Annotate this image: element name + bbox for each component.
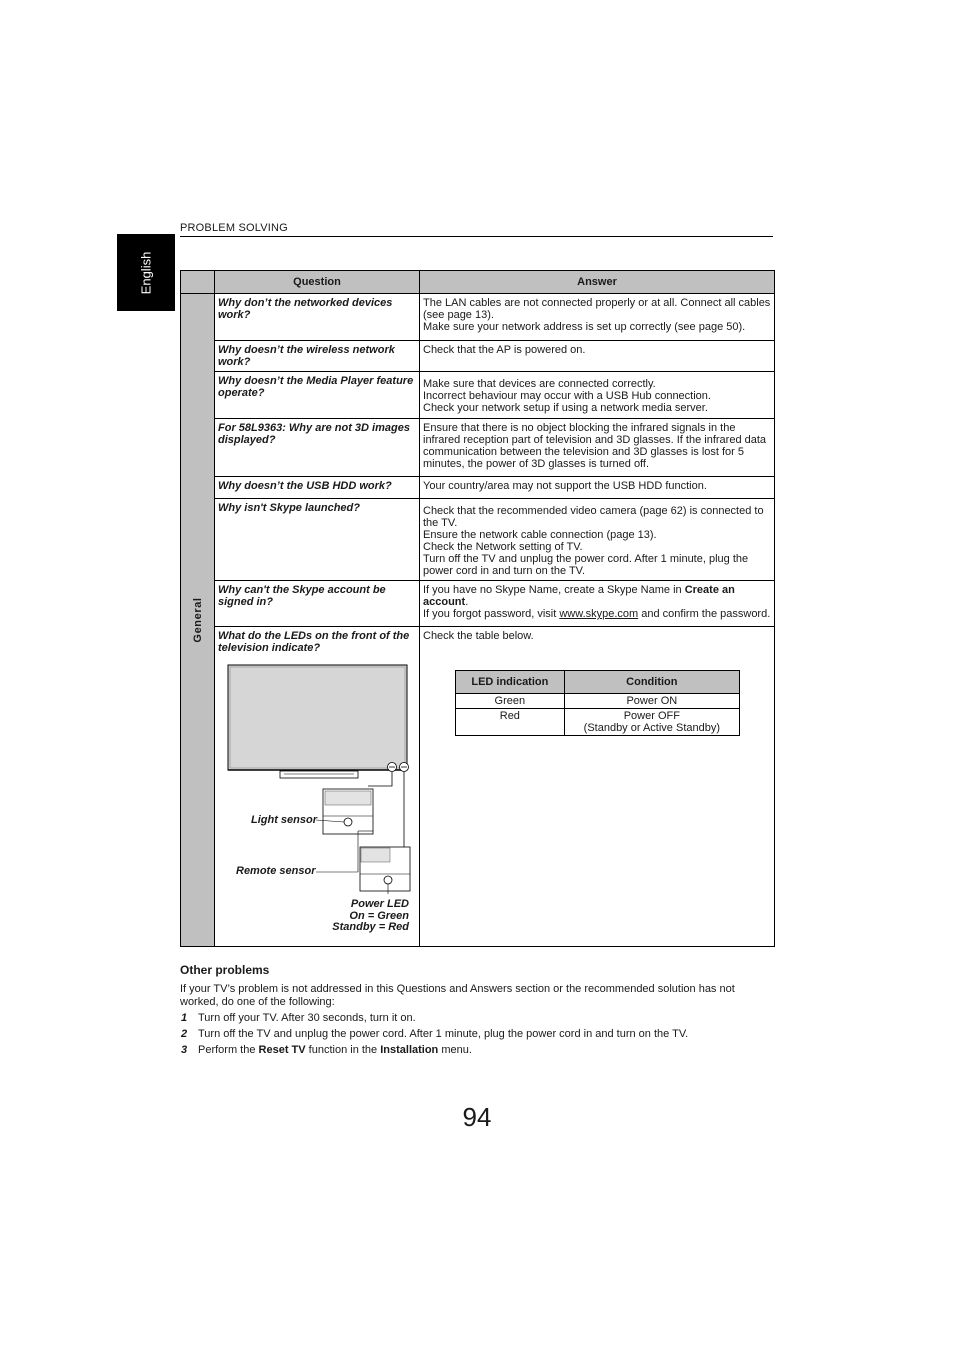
led-header-condition: Condition [564, 671, 739, 694]
answer-text: . [465, 596, 469, 608]
standby-red-text: Standby = Red [332, 921, 409, 933]
question-cell: Why don’t the networked devices work? [215, 294, 420, 341]
answer-line: Your country/area may not support the USB HDD function. [423, 480, 707, 492]
question-cell: Why doesn’t the Media Player feature operate? [215, 372, 420, 419]
answer-text: If you forgot password, visit [423, 608, 560, 620]
led-header-indication: LED indication [456, 671, 565, 694]
language-tab [117, 234, 175, 311]
page-number: 94 [462, 1102, 492, 1132]
list-item [180, 1028, 774, 1041]
tv-led-diagram [218, 654, 421, 939]
question-cell [215, 627, 420, 947]
other-problems-title: Other problems [180, 963, 270, 977]
answer-line: Incorrect behaviour may occur with a USB Hub connection. [423, 390, 711, 402]
step-text: Perform the [198, 1044, 259, 1056]
question-cell: Why doesn’t the wireless network work? [215, 341, 420, 372]
step-number: 1 [181, 1012, 188, 1024]
create-account-text: Create an account [423, 584, 735, 608]
section-header: PROBLEM SOLVING [180, 222, 288, 234]
other-problems-intro: If your TV’s problem is not addressed in this Questions and Answers section or the recommended solution has not worked, do one of the following: [180, 983, 735, 1008]
header-answer: Answer [420, 271, 775, 294]
answer-cell [420, 627, 775, 947]
header-blank-cell [181, 271, 215, 294]
table-row [181, 499, 775, 581]
step-number: 2 [181, 1028, 188, 1040]
header-rule [180, 236, 773, 237]
answer-line: Ensure the network cable connection (page 13). [423, 529, 657, 541]
answer-cell [420, 581, 775, 627]
table-row [181, 341, 775, 372]
question-cell: Why can't the Skype account be signed in? [215, 581, 420, 627]
answer-cell [420, 341, 775, 372]
step-text: function in the [305, 1044, 381, 1056]
led-condition-subtext: (Standby or Active Standby) [583, 722, 721, 734]
answer-line: Ensure that there is no object blocking the infrared signals in the infrared reception part of television and 3D glasses. If the infrared data communication between the television and 3D glasses is lost for 5 minutes, the power of 3D glasses is turned off. [423, 422, 767, 470]
table-row [181, 372, 775, 419]
side-category-label: General [191, 597, 204, 643]
list-item [180, 1012, 774, 1025]
installation-text: Installation [380, 1044, 439, 1056]
answer-line: Check the Network setting of TV. [423, 541, 583, 553]
table-row [181, 294, 775, 341]
table-row [181, 581, 775, 627]
answer-line: Check your network setup if using a network media server. [423, 402, 708, 414]
table-row [181, 627, 775, 947]
answer-line: Check that the AP is powered on. [423, 344, 586, 356]
step-text: menu. [438, 1044, 472, 1056]
table-row [181, 419, 775, 477]
led-indication: Green [456, 694, 565, 709]
power-led-label [332, 899, 409, 934]
step-text: Turn off your TV. After 30 seconds, turn it on. [198, 1012, 416, 1024]
answer-cell [420, 477, 775, 499]
question-cell: For 58L9363: Why are not 3D images displayed? [215, 419, 420, 477]
question-cell: Why isn't Skype launched? [215, 499, 420, 581]
tv-front-illustration [218, 654, 421, 939]
step-number: 3 [181, 1044, 188, 1056]
power-led-text: Power LED [350, 898, 409, 910]
header-question: Question [215, 271, 420, 294]
light-sensor-label: Light sensor [251, 814, 318, 826]
led-header-row [456, 671, 740, 694]
question-cell: Why doesn’t the USB HDD work? [215, 477, 420, 499]
answer-cell [420, 372, 775, 419]
question-text: What do the LEDs on the front of the television indicate? [218, 630, 410, 654]
reset-tv-text: Reset TV [258, 1044, 306, 1056]
language-label: English [138, 251, 154, 294]
table-row [456, 709, 740, 736]
answer-line: Make sure your network address is set up correctly (see page 50). [423, 321, 746, 333]
table-row [456, 694, 740, 709]
list-item [180, 1044, 774, 1057]
qa-table [180, 270, 775, 947]
table-row [181, 477, 775, 499]
answer-cell [420, 294, 775, 341]
answer-line: Make sure that devices are connected correctly. [423, 378, 656, 390]
answer-line [423, 608, 771, 620]
answer-line: Check that the recommended video camera (page 62) is connected to the TV. [423, 505, 764, 529]
answer-line [423, 584, 771, 608]
answer-line: Turn off the TV and unplug the power cord. After 1 minute, plug the power cord in and turn on the TV. [423, 553, 749, 577]
answer-cell [420, 419, 775, 477]
on-green-text: On = Green [349, 909, 409, 922]
led-condition: Power ON [564, 694, 739, 709]
answer-cell [420, 499, 775, 581]
answer-line: The LAN cables are not connected properly or at all. Connect all cables (see page 13). [423, 297, 771, 321]
step-text: Turn off the TV and unplug the power cord. After 1 minute, plug the power cord in and turn on the TV. [198, 1028, 689, 1040]
side-category [181, 294, 215, 947]
answer-line: Check the table below. [423, 630, 534, 642]
led-indication: Red [456, 709, 565, 736]
remote-sensor-label: Remote sensor [236, 865, 316, 877]
answer-text: and confirm the password. [638, 608, 771, 620]
led-condition-text: Power OFF [623, 710, 680, 722]
led-condition [564, 709, 739, 736]
skype-link[interactable]: www.skype.com [559, 608, 639, 620]
other-problems-steps [180, 1012, 774, 1060]
led-table [455, 670, 740, 736]
qa-header-row [181, 271, 775, 294]
answer-text: If you have no Skype Name, create a Skype Name in [423, 584, 685, 596]
